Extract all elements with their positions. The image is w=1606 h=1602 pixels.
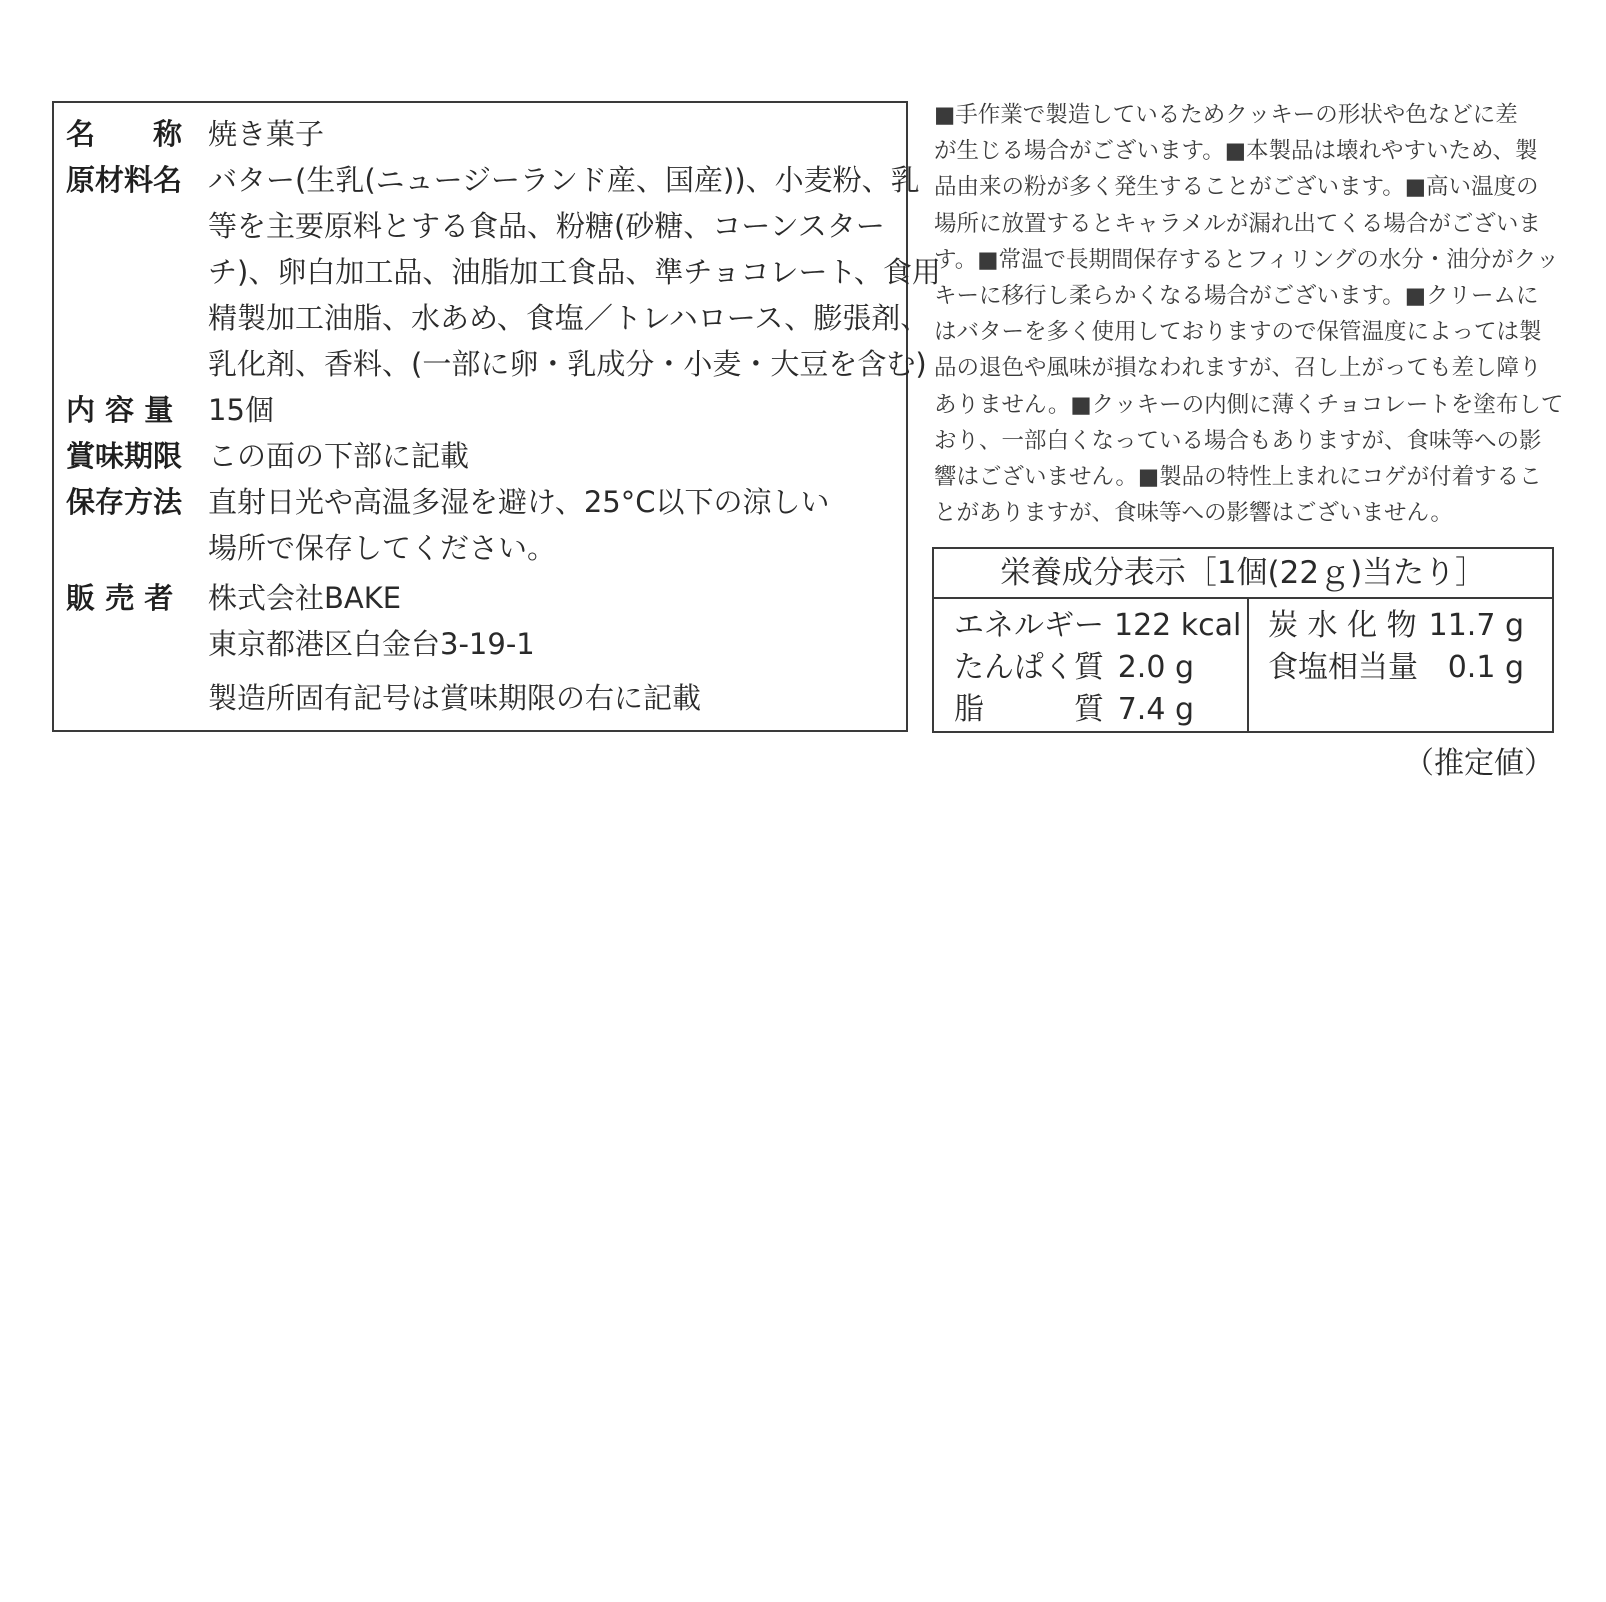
label-key-storage: 保存方法	[66, 485, 183, 519]
storage-line: 場所で保存してください。	[208, 531, 557, 565]
label-value-storage	[208, 479, 900, 571]
notes-line: はバターを多く使用しておりますので保管温度によっては製	[934, 319, 1542, 346]
label-key-ingredients: 原材料名	[66, 163, 183, 197]
label-value-line: 焼き菓子	[208, 117, 325, 151]
label-value-content	[208, 387, 900, 433]
ingredients-line: 乳化剤、香料、(一部に卵・乳成分・小麦・大豆を含む)	[208, 347, 927, 381]
estimate-note: （推定値）	[1404, 746, 1554, 781]
nutrient-label-fat: 脂 質	[954, 692, 1104, 727]
notes-line: キーに移行し柔らかくなる場合がございます。■クリームに	[934, 283, 1539, 310]
label-value-expiry	[208, 433, 900, 479]
notes-line: 場所に放置するとキャラメルが漏れ出てくる場合がございま	[934, 210, 1541, 237]
nutrient-value-salt: 0.1 g	[1447, 650, 1524, 685]
caution-notes	[934, 97, 1564, 531]
label-value-name	[208, 111, 900, 157]
label-key-content: 内 容 量	[66, 393, 174, 427]
seller-line: 東京都港区白金台3-19-1	[208, 627, 535, 661]
notes-line: が生じる場合がございます。■本製品は壊れやすいため、製	[934, 138, 1538, 165]
nutrition-facts-table	[932, 547, 1554, 733]
ingredients-line: チ)、卵白加工品、油脂加工食品、準チョコレート、食用	[208, 255, 941, 289]
nutrient-label-salt: 食塩相当量	[1268, 650, 1418, 685]
nutrient-value-energy: 122 kcal	[1114, 608, 1242, 643]
nutrition-title: 栄養成分表示［1個(22ｇ)当たり］	[934, 549, 1552, 599]
nutrient-label-energy: エネルギー	[954, 608, 1104, 643]
ingredients-line: 等を主要原料とする食品、粉糖(砂糖、コーンスター	[208, 209, 885, 243]
factory-code-note: 製造所固有記号は賞味期限の右に記載	[208, 681, 702, 715]
nutrient-value-carbohydrate: 11.7 g	[1428, 608, 1524, 643]
notes-line: おり、一部白くなっている場合もありますが、食味等への影	[934, 427, 1542, 454]
nutrition-column-divider	[1247, 597, 1249, 731]
label-key-seller: 販 売 者	[66, 581, 174, 615]
notes-line: ありません。■クッキーの内側に薄くチョコレートを塗布して	[934, 391, 1564, 418]
notes-line: とがありますが、食味等への影響はございません。	[934, 500, 1453, 527]
nutrient-label-protein: たんぱく質	[954, 650, 1104, 685]
seller-line: 株式会社BAKE	[208, 581, 402, 615]
nutrient-label-carbohydrate: 炭 水 化 物	[1268, 608, 1417, 643]
label-value-line: この面の下部に記載	[208, 439, 470, 473]
label-key-name: 名 称	[66, 117, 183, 151]
ingredients-line: バター(生乳(ニュージーランド産、国産))、小麦粉、乳	[208, 163, 920, 197]
label-value-seller	[208, 575, 900, 721]
storage-line: 直射日光や高温多湿を避け、25°C以下の涼しい	[208, 485, 830, 519]
label-key-expiry: 賞味期限	[66, 439, 183, 473]
ingredients-line: 精製加工油脂、水あめ、食塩／トレハロース、膨張剤、	[208, 301, 930, 335]
notes-line: 響はございません。■製品の特性上まれにコゲが付着するこ	[934, 464, 1542, 491]
notes-line: 品由来の粉が多く発生することがございます。■高い温度の	[934, 174, 1539, 201]
label-value-ingredients	[208, 157, 941, 387]
notes-line: す。■常温で長期間保存するとフィリングの水分・油分がクッ	[934, 246, 1559, 273]
notes-line: ■手作業で製造しているためクッキーの形状や色などに差	[934, 102, 1518, 128]
notes-line: 品の退色や風味が損なわれますが、召し上がっても差し障り	[934, 355, 1542, 382]
product-label-table	[52, 101, 941, 732]
nutrient-value-fat: 7.4 g	[1117, 692, 1194, 727]
label-value-line: 15個	[208, 393, 274, 427]
nutrient-value-protein: 2.0 g	[1117, 650, 1194, 685]
